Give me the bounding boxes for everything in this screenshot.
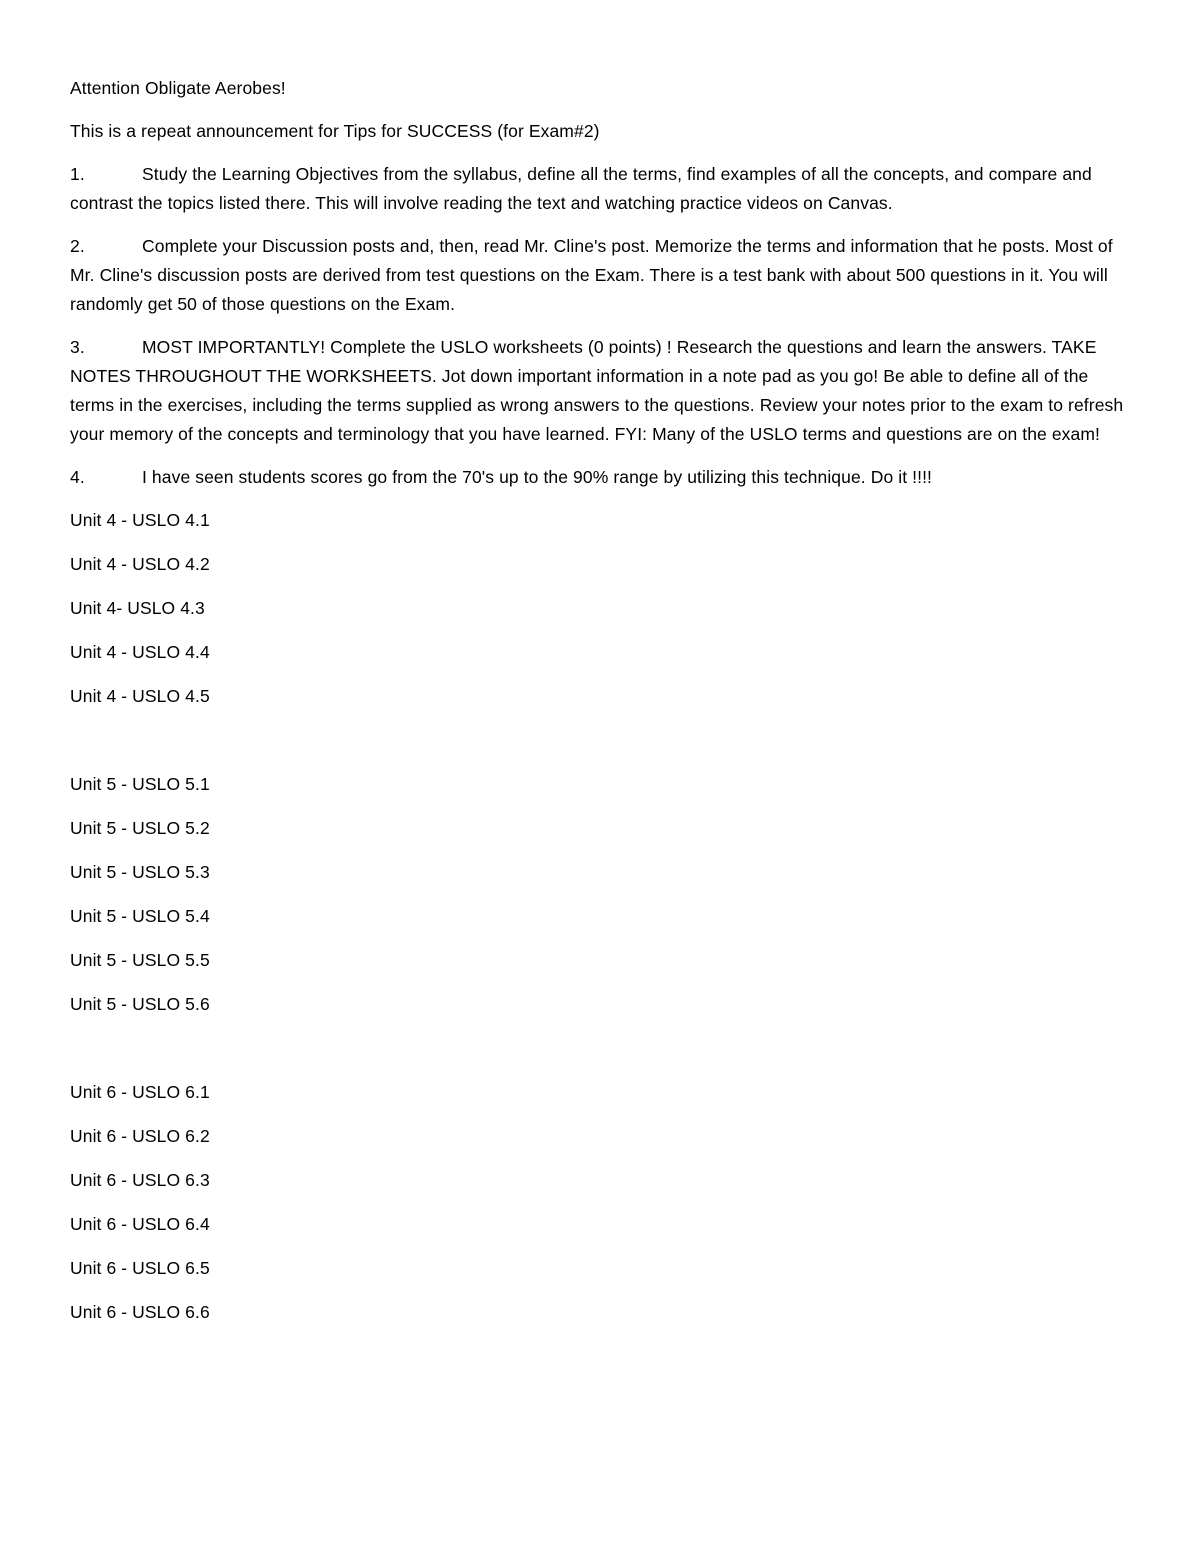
unit-line: Unit 6 - USLO 6.6 xyxy=(70,1302,210,1322)
unit-line: Unit 5 - USLO 5.6 xyxy=(70,994,210,1014)
tip-item-1 xyxy=(70,160,1130,218)
unit-4-list xyxy=(70,506,1130,711)
tip-item-3 xyxy=(70,333,1130,449)
tip-number: 2. xyxy=(70,236,85,256)
tip-text: I have seen students scores go from the 70's up to the 90% range by utilizing this technique. Do it !!!! xyxy=(142,467,933,487)
unit-line: Unit 4 - USLO 4.1 xyxy=(70,510,210,530)
spacer xyxy=(70,726,1130,770)
tip-item-2 xyxy=(70,232,1130,319)
tip-item-4 xyxy=(70,463,1130,492)
spacer xyxy=(70,1034,1130,1078)
unit-line: Unit 6 - USLO 6.1 xyxy=(70,1082,210,1102)
unit-line: Unit 5 - USLO 5.2 xyxy=(70,818,210,838)
unit-line: Unit 6 - USLO 6.3 xyxy=(70,1170,210,1190)
unit-line: Unit 5 - USLO 5.4 xyxy=(70,906,210,926)
tip-text: MOST IMPORTANTLY! Complete the USLO worksheets (0 points) ! Research the questions and learn the answers. TAKE NOTES THROUGHOUT THE WORKSHEETS. Jot down important information in a note pad as you go! Be able to define all of the terms in the exercises, including the terms supplied as wrong answers to the questions. Review your notes prior to the exam to refresh your memory of the concepts and terminology that you have learned. FYI: Many of the USLO terms and questions are on the exam! xyxy=(70,337,1124,444)
unit-6-list xyxy=(70,1078,1130,1327)
unit-line: Unit 5 - USLO 5.5 xyxy=(70,950,210,970)
tip-number: 4. xyxy=(70,467,85,487)
unit-line: Unit 5 - USLO 5.1 xyxy=(70,774,210,794)
tip-text: Complete your Discussion posts and, then, read Mr. Cline's post. Memorize the terms and information that he posts. Most of Mr. Cline's discussion posts are derived from test questions on the Exam. There is a test bank with about 500 questions in it. You will randomly get 50 of those questions on the Exam. xyxy=(70,236,1113,314)
unit-line: Unit 4 - USLO 4.5 xyxy=(70,686,210,706)
unit-line: Unit 4- USLO 4.3 xyxy=(70,598,205,618)
unit-5-list xyxy=(70,770,1130,1019)
unit-line: Unit 6 - USLO 6.4 xyxy=(70,1214,210,1234)
tip-number: 3. xyxy=(70,337,85,357)
unit-line: Unit 4 - USLO 4.4 xyxy=(70,642,210,662)
unit-line: Unit 4 - USLO 4.2 xyxy=(70,554,210,574)
tip-number: 1. xyxy=(70,164,85,184)
unit-line: Unit 6 - USLO 6.5 xyxy=(70,1258,210,1278)
intro-line: This is a repeat announcement for Tips for SUCCESS (for Exam#2) xyxy=(70,121,600,141)
unit-line: Unit 6 - USLO 6.2 xyxy=(70,1126,210,1146)
unit-line: Unit 5 - USLO 5.3 xyxy=(70,862,210,882)
document-body xyxy=(70,74,1130,1342)
greeting-line: Attention Obligate Aerobes! xyxy=(70,78,286,98)
tip-text: Study the Learning Objectives from the syllabus, define all the terms, find examples of all the concepts, and compare and contrast the topics listed there. This will involve reading the text and watching practice videos on Canvas. xyxy=(70,164,1092,213)
